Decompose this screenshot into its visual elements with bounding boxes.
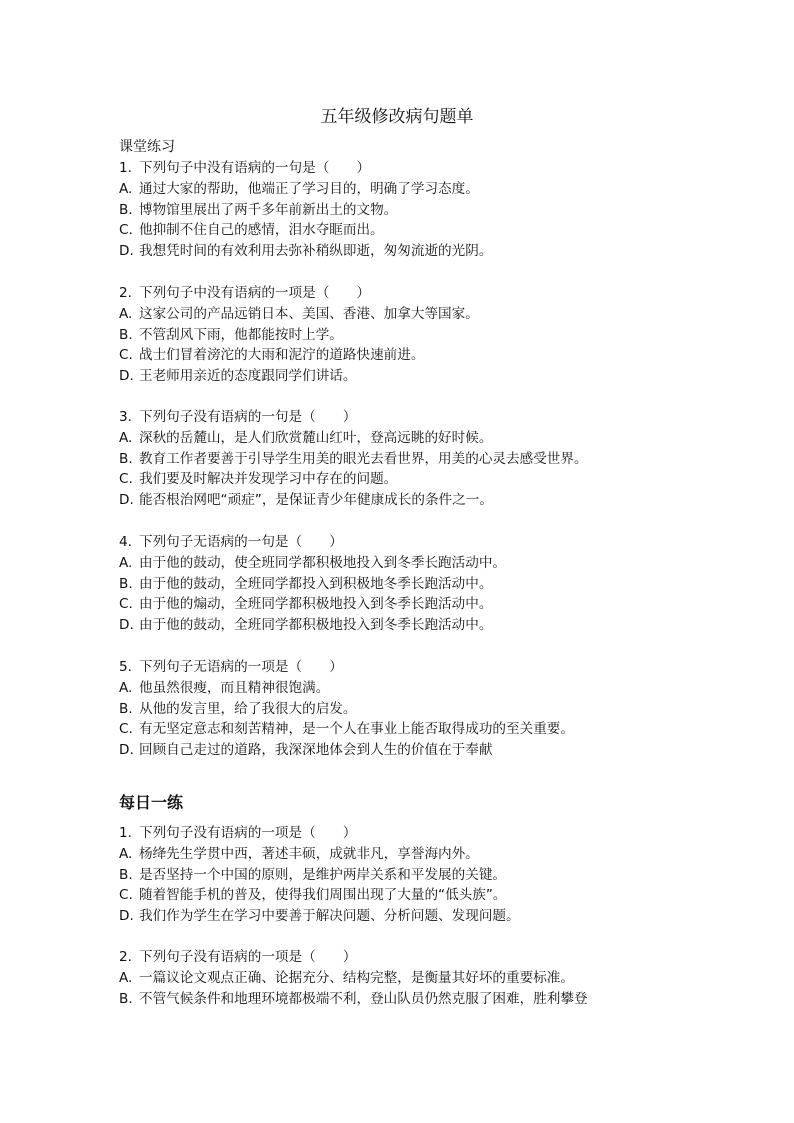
question-stem — [119, 947, 699, 968]
question-stem — [119, 657, 699, 678]
option-label: C. — [119, 721, 133, 738]
question-stem — [119, 158, 699, 179]
option-line — [119, 906, 699, 927]
question-block — [119, 407, 699, 511]
option-text: 他虽然很瘦，而且精神很饱满。 — [139, 679, 330, 696]
question-block — [119, 532, 699, 636]
option-line — [119, 179, 699, 200]
option-line — [119, 865, 699, 886]
option-label: A. — [119, 969, 133, 986]
option-text: 不管刮风下雨，他都能按时上学。 — [139, 326, 343, 343]
option-text: 由于他的鼓动，全班同学都积极地投入到冬季长跑活动中。 — [139, 617, 493, 634]
question-block — [119, 283, 699, 387]
option-label: C. — [119, 596, 133, 613]
option-label: A. — [119, 305, 133, 322]
option-text: 由于他的煽动，全班同学都积极地投入到冬季长跑活动中。 — [139, 596, 493, 613]
option-text: 一篇议论文观点正确、论据充分、结构完整，是衡量其好坏的重要标准。 — [139, 969, 574, 986]
option-text: 深秋的岳麓山，是人们欣赏麓山红叶，登高远眺的好时候。 — [139, 429, 493, 446]
question-number: 1. — [119, 825, 132, 841]
question-number: 1. — [119, 160, 132, 176]
option-line — [119, 325, 699, 346]
option-label: D. — [119, 243, 134, 260]
option-line — [119, 719, 699, 740]
option-label: C. — [119, 471, 133, 488]
option-label: B. — [119, 326, 133, 343]
option-text: 不管气候条件和地理环境都极端不利，登山队员仍然克服了困难，胜利攀登 — [139, 990, 588, 1007]
option-line — [119, 366, 699, 387]
option-text: 能否根治网吧“顽症”，是保证青少年健康成长的条件之一。 — [139, 492, 493, 509]
option-text: 随着智能手机的普及，使得我们周围出现了大量的“低头族”。 — [139, 887, 507, 904]
question-text: 下列句子没有语病的一项是（ ） — [139, 825, 357, 841]
option-label: D. — [119, 492, 134, 509]
option-text: 有无坚定意志和刻苦精神，是一个人在事业上能否取得成功的至关重要。 — [139, 721, 574, 738]
option-text: 从他的发言里，给了我很大的启发。 — [139, 700, 357, 717]
option-label: A. — [119, 679, 133, 696]
question-block — [119, 823, 699, 927]
option-label: D. — [119, 908, 134, 925]
option-line — [119, 469, 699, 490]
option-label: A. — [119, 429, 133, 446]
option-text: 是否坚持一个中国的原则，是维护两岸关系和平发展的关键。 — [139, 866, 507, 883]
option-label: A. — [119, 180, 133, 197]
option-text: 这家公司的产品远销日本、美国、香港、加拿大等国家。 — [139, 305, 479, 322]
option-text: 他抑制不住自己的感情，泪水夺眶而出。 — [139, 222, 384, 239]
question-stem — [119, 407, 699, 428]
question-stem — [119, 283, 699, 304]
option-text: 我们要及时解决并发现学习中存在的问题。 — [139, 471, 398, 488]
option-line — [119, 304, 699, 325]
option-text: 我们作为学生在学习中要善于解决问题、分析问题、发现问题。 — [139, 908, 520, 925]
question-block — [119, 158, 699, 262]
question-number: 3. — [119, 409, 132, 425]
option-line — [119, 885, 699, 906]
question-block — [119, 657, 699, 761]
question-text: 下列句子没有语病的一项是（ ） — [139, 949, 357, 965]
question-number: 2. — [119, 949, 132, 965]
option-line — [119, 449, 699, 470]
option-label: B. — [119, 700, 133, 717]
section-heading-classroom-practice: 课堂练习 — [119, 139, 175, 155]
option-label: B. — [119, 575, 133, 592]
question-text: 下列句子无语病的一句是（ ） — [139, 534, 343, 550]
option-line — [119, 200, 699, 221]
option-text: 杨绛先生学贯中西，著述丰硕，成就非凡，享誉海内外。 — [139, 845, 479, 862]
option-line — [119, 594, 699, 615]
option-label: A. — [119, 554, 133, 571]
option-text: 博物馆里展出了两千多年前新出土的文物。 — [139, 201, 398, 218]
option-label: D. — [119, 742, 134, 759]
option-text: 我想凭时间的有效利用去弥补稍纵即逝，匆匆流逝的光阴。 — [139, 243, 493, 260]
option-label: B. — [119, 990, 133, 1007]
question-stem — [119, 823, 699, 844]
question-text: 下列句子中没有语病的一项是（ ） — [139, 285, 371, 301]
option-label: C. — [119, 887, 133, 904]
option-line — [119, 553, 699, 574]
option-line — [119, 615, 699, 636]
option-label: B. — [119, 201, 133, 218]
option-line — [119, 740, 699, 761]
question-text: 下列句子没有语病的一句是（ ） — [139, 409, 357, 425]
question-number: 5. — [119, 659, 132, 675]
question-number: 4. — [119, 534, 132, 550]
option-text: 由于他的鼓动，使全班同学都积极地投入到冬季长跑活动中。 — [139, 554, 507, 571]
option-line — [119, 678, 699, 699]
section-heading-daily-practice: 每日一练 — [119, 793, 184, 812]
option-label: D. — [119, 617, 134, 634]
option-text: 教育工作者要善于引导学生用美的眼光去看世界，用美的心灵去感受世界。 — [139, 450, 588, 467]
option-line — [119, 844, 699, 865]
option-line — [119, 968, 699, 989]
option-line — [119, 699, 699, 720]
option-text: 由于他的鼓动，全班同学都投入到积极地冬季长跑活动中。 — [139, 575, 493, 592]
option-line — [119, 428, 699, 449]
option-line — [119, 574, 699, 595]
question-stem — [119, 532, 699, 553]
option-label: B. — [119, 450, 133, 467]
option-label: A. — [119, 845, 133, 862]
option-line — [119, 220, 699, 241]
option-text: 战士们冒着滂沱的大雨和泥泞的道路快速前进。 — [139, 347, 425, 364]
option-label: C. — [119, 222, 133, 239]
question-block — [119, 947, 699, 1009]
option-text: 王老师用亲近的态度跟同学们讲话。 — [139, 368, 357, 385]
option-label: C. — [119, 347, 133, 364]
question-number: 2. — [119, 285, 132, 301]
option-label: B. — [119, 866, 133, 883]
option-text: 通过大家的帮助，他端正了学习目的，明确了学习态度。 — [139, 180, 479, 197]
option-line — [119, 345, 699, 366]
option-label: D. — [119, 368, 134, 385]
option-line — [119, 241, 699, 262]
option-line — [119, 989, 699, 1010]
option-text: 回顾自己走过的道路，我深深地体会到人生的价值在于奉献 — [139, 742, 493, 759]
option-line — [119, 490, 699, 511]
question-text: 下列句子无语病的一项是（ ） — [139, 659, 343, 675]
question-text: 下列句子中没有语病的一句是（ ） — [139, 160, 371, 176]
page-title: 五年级修改病句题单 — [320, 107, 474, 127]
